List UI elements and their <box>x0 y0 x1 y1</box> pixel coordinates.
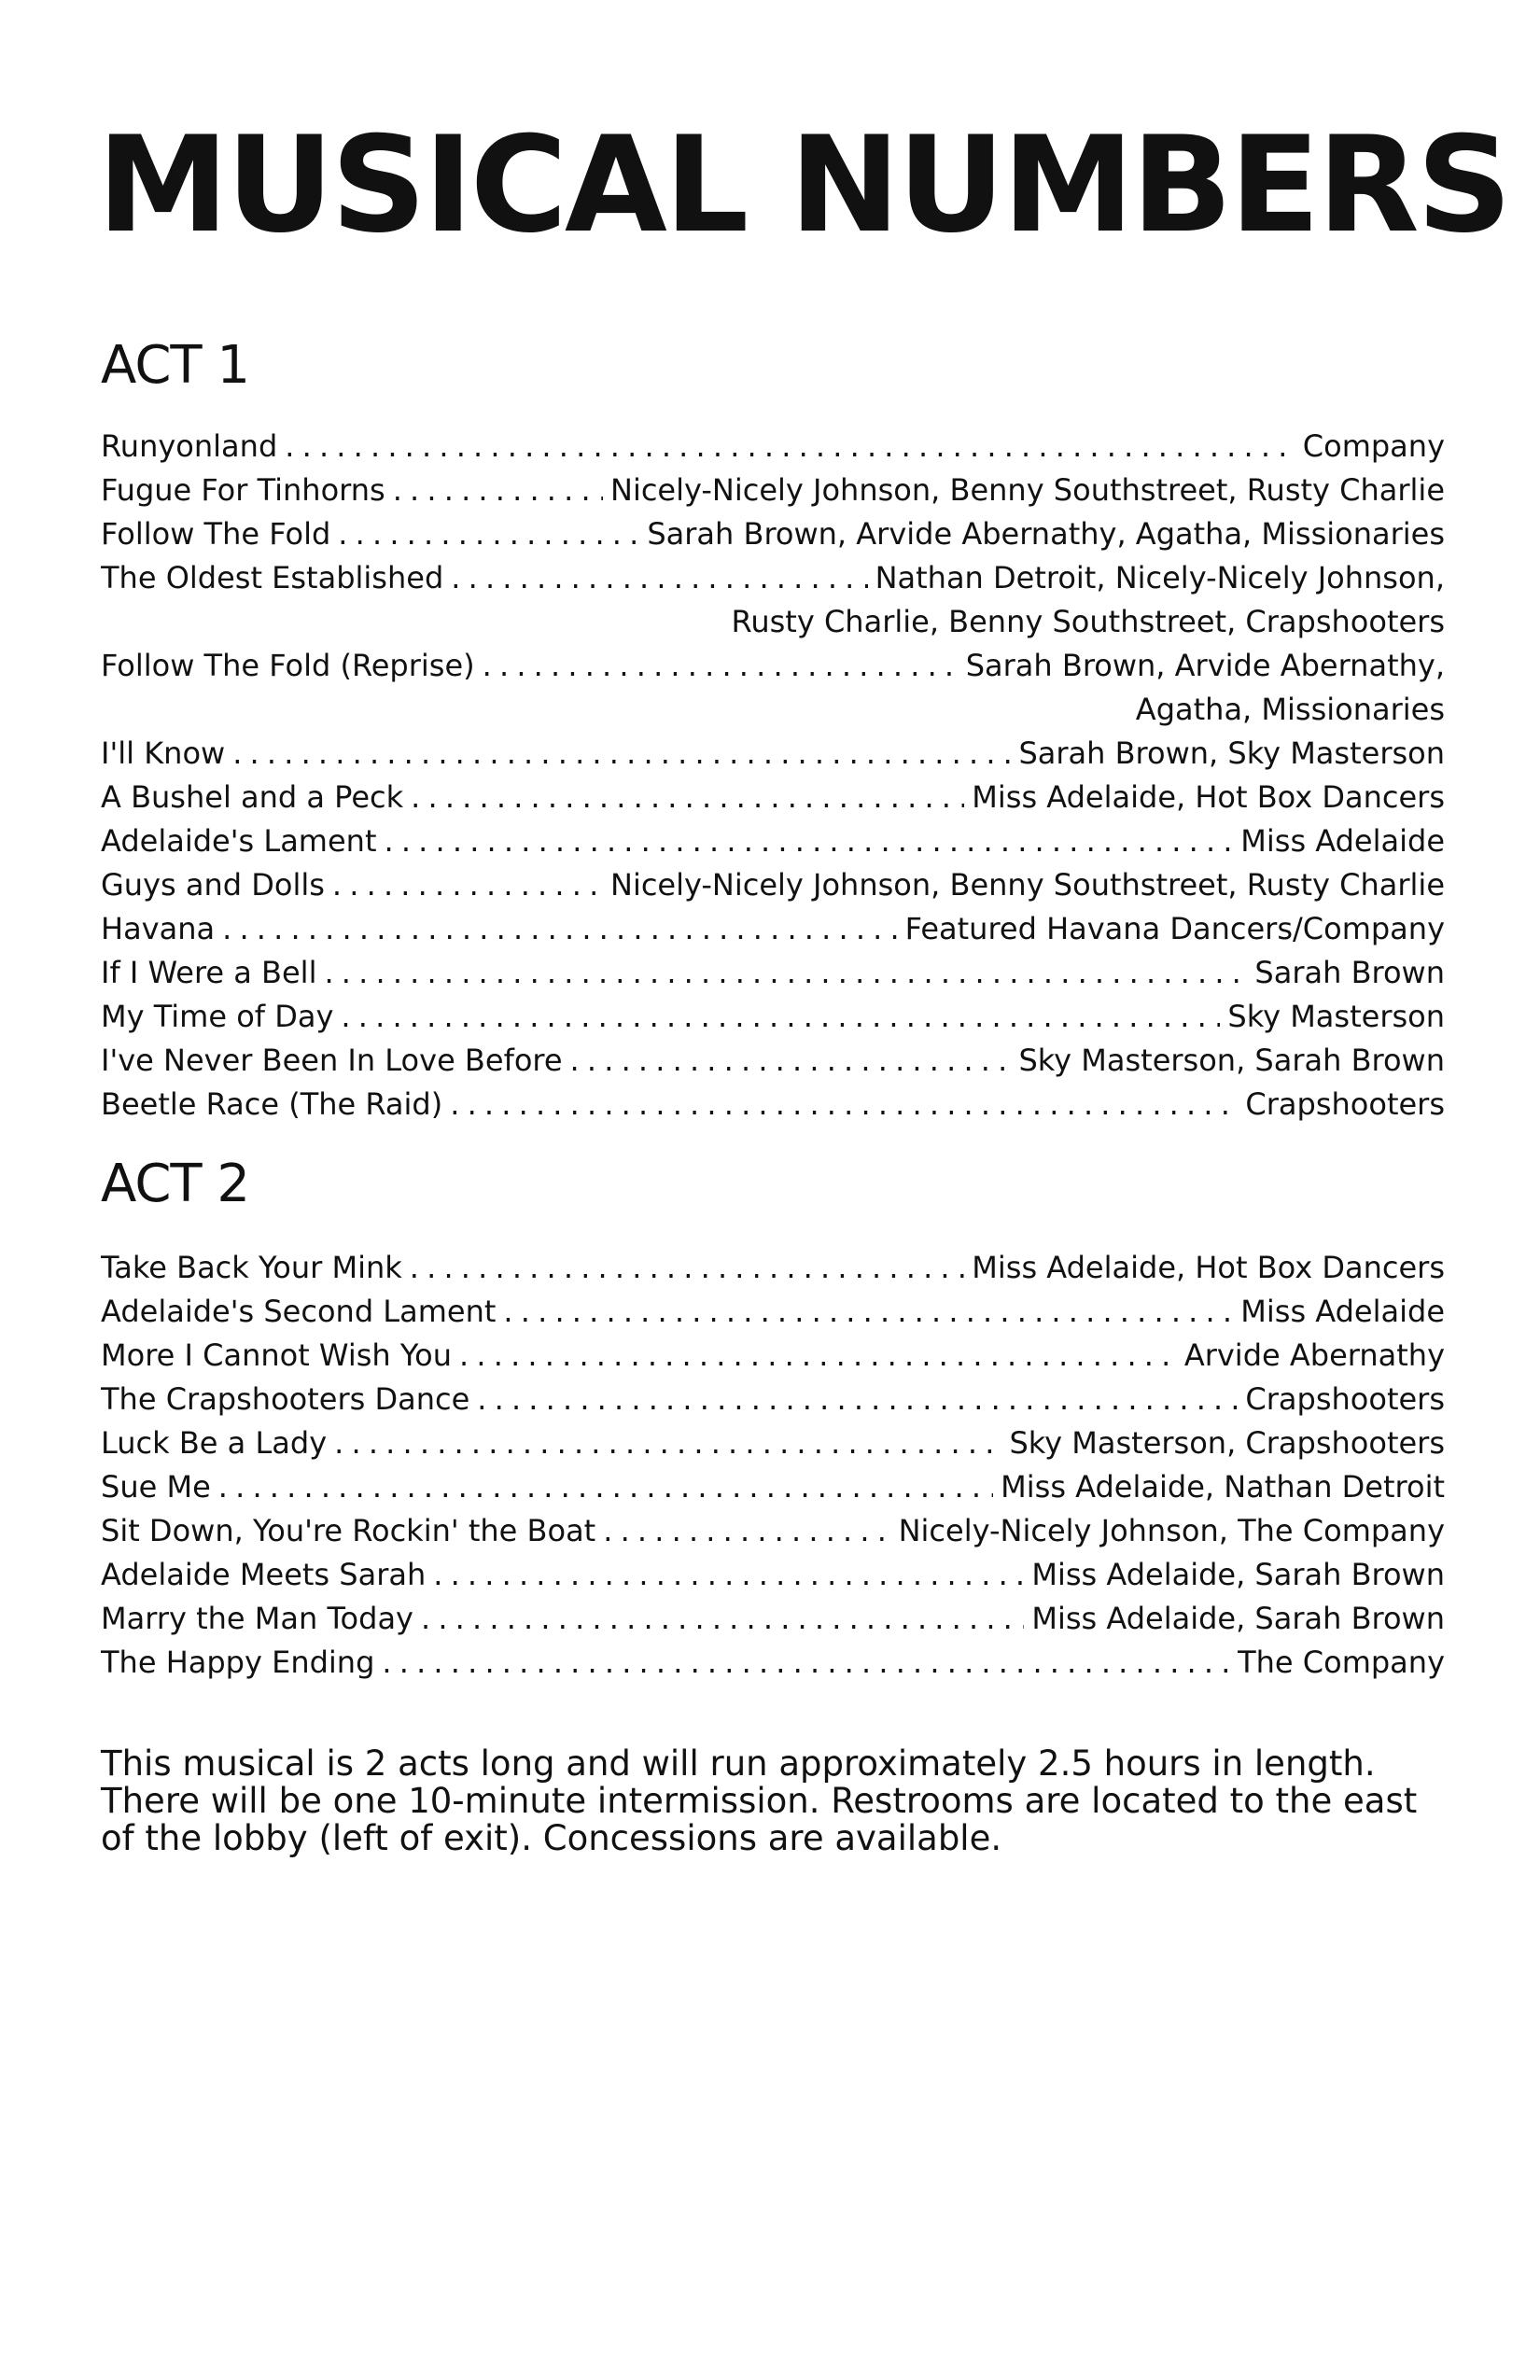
song-performers: Miss Adelaide <box>1240 1294 1445 1329</box>
song-performers: Nicely-Nicely Johnson, Benny Southstreet, Rusty Charlie <box>610 472 1445 508</box>
dot-leader <box>332 863 603 907</box>
song-title: More I Cannot Wish You <box>101 1337 453 1373</box>
song-title: The Happy Ending <box>101 1645 375 1680</box>
song-title: Follow The Fold <box>101 516 331 552</box>
song-performers: Arvide Abernathy <box>1183 1337 1445 1373</box>
musical-number-item <box>101 776 1445 819</box>
song-performers: Sky Masterson <box>1227 999 1445 1034</box>
song-title: I'll Know <box>101 735 226 771</box>
song-performers: Miss Adelaide, Sarah Brown <box>1031 1557 1445 1592</box>
dot-leader <box>483 644 959 688</box>
song-title: The Oldest Established <box>101 560 444 595</box>
musical-number-item <box>101 1553 1445 1597</box>
page-title: MUSICAL NUMBERS <box>97 108 1510 262</box>
musical-number-row <box>101 995 1445 1039</box>
song-performers: Crapshooters <box>1245 1086 1445 1122</box>
song-performers: Sky Masterson, Crapshooters <box>1009 1425 1445 1461</box>
dot-leader <box>232 732 1011 776</box>
musical-number-row <box>101 1083 1445 1127</box>
song-performers: Crapshooters <box>1245 1381 1445 1417</box>
musical-number-row <box>101 1378 1445 1421</box>
musical-number-row <box>101 1465 1445 1509</box>
dot-leader <box>459 1334 1177 1378</box>
dot-leader <box>411 776 964 819</box>
song-title: Follow The Fold (Reprise) <box>101 648 475 683</box>
song-performers-continued: Agatha, Missionaries <box>1135 692 1445 727</box>
musical-number-item <box>101 644 1445 732</box>
musical-number-row <box>101 776 1445 819</box>
song-title: Sit Down, You're Rockin' the Boat <box>101 1513 596 1548</box>
musical-number-row <box>101 951 1445 995</box>
song-title: I've Never Been In Love Before <box>101 1043 563 1078</box>
musical-number-item <box>101 1290 1445 1334</box>
song-title: The Crapshooters Dance <box>101 1381 470 1417</box>
musical-number-row <box>101 1246 1445 1290</box>
musical-number-row <box>101 863 1445 907</box>
dot-leader <box>218 1465 993 1509</box>
musical-number-row <box>101 1039 1445 1083</box>
dot-leader <box>477 1378 1238 1421</box>
song-title: Luck Be a Lady <box>101 1425 328 1461</box>
act1-number-list <box>101 425 1445 1127</box>
musical-number-item <box>101 995 1445 1039</box>
musical-number-item <box>101 732 1445 776</box>
song-performers-continued: Rusty Charlie, Benny Southstreet, Crapshooters <box>731 604 1445 639</box>
song-performers: Nicely-Nicely Johnson, The Company <box>898 1513 1445 1548</box>
dot-leader <box>324 951 1247 995</box>
dot-leader <box>222 907 898 951</box>
musical-number-row <box>101 644 1445 688</box>
dot-leader <box>433 1553 1024 1597</box>
dot-leader <box>410 1246 965 1290</box>
musical-number-row <box>101 556 1445 600</box>
song-title: Adelaide's Lament <box>101 823 377 859</box>
musical-number-item <box>101 863 1445 907</box>
musical-number-item <box>101 1641 1445 1685</box>
song-title: Runyonland <box>101 428 278 464</box>
musical-number-item <box>101 1465 1445 1509</box>
musical-number-row <box>101 1597 1445 1641</box>
act2-number-list <box>101 1246 1445 1685</box>
song-performers: Sarah Brown <box>1254 955 1445 990</box>
musical-number-item <box>101 1334 1445 1378</box>
dot-leader <box>603 1509 890 1553</box>
musical-number-item <box>101 1597 1445 1641</box>
song-title: Sue Me <box>101 1469 211 1505</box>
musical-number-item <box>101 951 1445 995</box>
song-performers: Company <box>1302 428 1445 464</box>
musical-number-item <box>101 907 1445 951</box>
song-performers: Miss Adelaide, Sarah Brown <box>1031 1601 1445 1636</box>
musical-number-item <box>101 819 1445 863</box>
show-info-paragraph: This musical is 2 acts long and will run approximately 2.5 hours in length. There will be one 10-minute intermission. Restrooms are located to the east of the lobby (left of exit). Concessions are available. <box>101 1743 1418 1858</box>
act2-heading: ACT 2 <box>101 1154 250 1214</box>
musical-number-row <box>101 1509 1445 1553</box>
song-title: If I Were a Bell <box>101 955 317 990</box>
song-title: Beetle Race (The Raid) <box>101 1086 443 1122</box>
song-performers: Miss Adelaide, Hot Box Dancers <box>972 1250 1445 1285</box>
song-performers: Sarah Brown, Sky Masterson <box>1018 735 1445 771</box>
song-title: Guys and Dolls <box>101 867 325 903</box>
musical-number-row <box>101 1641 1445 1685</box>
musical-number-item <box>101 512 1445 556</box>
song-title: Adelaide Meets Sarah <box>101 1557 427 1592</box>
musical-number-item <box>101 1246 1445 1290</box>
act1-heading: ACT 1 <box>101 335 250 396</box>
musical-number-item <box>101 1421 1445 1465</box>
musical-number-item <box>101 556 1445 644</box>
song-performers: Sarah Brown, Arvide Abernathy, <box>965 648 1445 683</box>
musical-number-row <box>101 1334 1445 1378</box>
musical-number-row <box>101 425 1445 469</box>
musical-number-item <box>101 469 1445 512</box>
musical-number-row <box>101 1421 1445 1465</box>
musical-number-row <box>101 819 1445 863</box>
song-performers: Featured Havana Dancers/Company <box>904 911 1445 946</box>
song-title: Adelaide's Second Lament <box>101 1294 497 1329</box>
dot-leader <box>341 995 1220 1039</box>
song-performers: Sky Masterson, Sarah Brown <box>1018 1043 1445 1078</box>
musical-number-row <box>101 512 1445 556</box>
dot-leader <box>450 1083 1238 1127</box>
song-title: Take Back Your Mink <box>101 1250 402 1285</box>
musical-number-row <box>101 1290 1445 1334</box>
song-performers: The Company <box>1238 1645 1445 1680</box>
dot-leader <box>451 556 867 600</box>
song-title: A Bushel and a Peck <box>101 779 404 815</box>
musical-number-row <box>101 469 1445 512</box>
song-title: Havana <box>101 911 216 946</box>
dot-leader <box>384 819 1233 863</box>
musical-number-row <box>101 907 1445 951</box>
dot-leader <box>393 469 603 512</box>
musical-number-row <box>101 732 1445 776</box>
song-title: Fugue For Tinhorns <box>101 472 385 508</box>
song-performers: Nicely-Nicely Johnson, Benny Southstreet, Rusty Charlie <box>610 867 1445 903</box>
song-performers: Miss Adelaide, Hot Box Dancers <box>972 779 1445 815</box>
musical-number-item <box>101 1039 1445 1083</box>
song-performers: Miss Adelaide, Nathan Detroit <box>1001 1469 1445 1505</box>
musical-number-item <box>101 1378 1445 1421</box>
dot-leader <box>570 1039 1012 1083</box>
musical-number-item <box>101 1083 1445 1127</box>
song-performers: Sarah Brown, Arvide Abernathy, Agatha, Missionaries <box>647 516 1445 552</box>
dot-leader <box>285 425 1295 469</box>
dot-leader <box>421 1597 1024 1641</box>
song-title: Marry the Man Today <box>101 1601 413 1636</box>
dot-leader <box>334 1421 1001 1465</box>
musical-number-row <box>101 1553 1445 1597</box>
song-performers: Nathan Detroit, Nicely-Nicely Johnson, <box>875 560 1445 595</box>
musical-number-item <box>101 1509 1445 1553</box>
song-title: My Time of Day <box>101 999 334 1034</box>
dot-leader <box>503 1290 1233 1334</box>
dot-leader <box>338 512 639 556</box>
song-performers: Miss Adelaide <box>1240 823 1445 859</box>
musical-number-item <box>101 425 1445 469</box>
dot-leader <box>382 1641 1230 1685</box>
